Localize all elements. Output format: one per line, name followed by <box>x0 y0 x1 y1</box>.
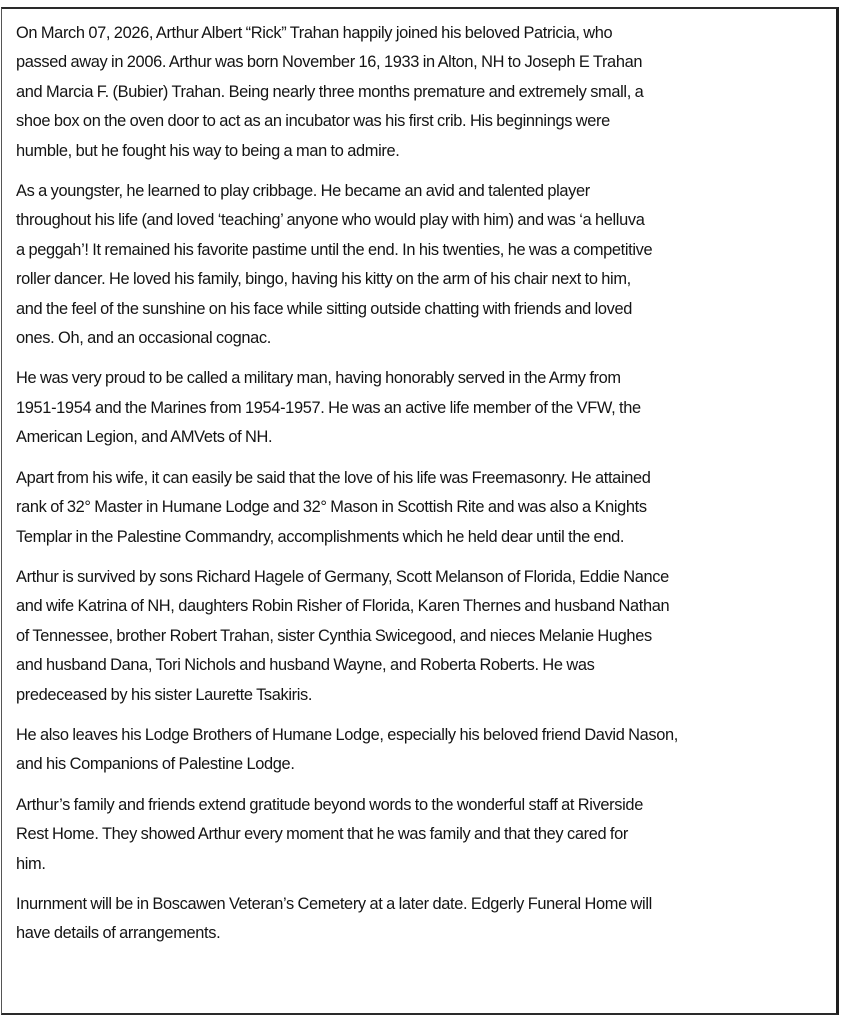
text-line: shoe box on the oven door to act as an incubator was his first crib. His beginnings were <box>16 112 610 131</box>
text-line: Inurnment will be in Boscawen Veteran’s Cemetery at a later date. Edgerly Funeral Home will <box>16 894 652 913</box>
text-line: throughout his life (and loved ‘teaching’ anyone who would play with him) and was ‘a helluva <box>16 211 645 230</box>
text-line: Apart from his wife, it can easily be said that the love of his life was Freemasonry. He attained <box>16 468 651 487</box>
text-line: and Marcia F. (Bubier) Trahan. Being nearly three months premature and extremely small, a <box>16 82 644 101</box>
text-line: American Legion, and AMVets of NH. <box>16 428 273 447</box>
text-line: Arthur is survived by sons Richard Hagele of Germany, Scott Melanson of Florida, Eddie Nance <box>16 567 669 586</box>
text-line: and wife Katrina of NH, daughters Robin Risher of Florida, Karen Thernes and husband Nathan <box>16 597 670 616</box>
paragraph-survivors <box>16 563 834 710</box>
text-line: and the feel of the sunshine on his face while sitting outside chatting with friends and loved <box>16 299 633 318</box>
text-line: predeceased by his sister Laurette Tsakiris. <box>16 685 313 704</box>
text-line: have details of arrangements. <box>16 924 221 943</box>
paragraph-freemasonry <box>16 464 834 552</box>
text-line: Templar in the Palestine Commandry, accomplishments which he held dear until the end. <box>16 527 625 546</box>
text-line: of Tennessee, brother Robert Trahan, sister Cynthia Swicegood, and nieces Melanie Hughes <box>16 626 652 645</box>
text-line: rank of 32° Master in Humane Lodge and 32° Mason in Scottish Rite and was also a Knights <box>16 498 647 517</box>
text-line: passed away in 2006. Arthur was born November 16, 1933 in Alton, NH to Joseph E Trahan <box>16 53 643 72</box>
paragraph-hobbies <box>16 177 834 353</box>
text-line: and his Companions of Palestine Lodge. <box>16 755 295 774</box>
text-line: and husband Dana, Tori Nichols and husband Wayne, and Roberta Roberts. He was <box>16 656 595 675</box>
text-line: On March 07, 2026, Arthur Albert “Rick” Trahan happily joined his beloved Patricia, who <box>16 24 613 42</box>
paragraph-arrangements <box>16 890 834 949</box>
paragraph-gratitude <box>16 791 834 879</box>
text-line: Rest Home. They showed Arthur every moment that he was family and that they cared for <box>16 825 629 844</box>
text-line: Arthur’s family and friends extend gratitude beyond words to the wonderful staff at Riverside <box>16 795 643 814</box>
text-line: He also leaves his Lodge Brothers of Humane Lodge, especially his beloved friend David Nason, <box>16 725 679 744</box>
text-line: roller dancer. He loved his family, bingo, having his kitty on the arm of his chair next to him, <box>16 270 631 289</box>
text-line: him. <box>16 854 46 873</box>
text-line: 1951-1954 and the Marines from 1954-1957. He was an active life member of the VFW, the <box>16 398 641 417</box>
text-line: a peggah’! It remained his favorite pastime until the end. In his twenties, he was a competitive <box>16 240 653 259</box>
document-page <box>1 7 839 1015</box>
text-line: humble, but he fought his way to being a man to admire. <box>16 141 400 160</box>
text-line: ones. Oh, and an occasional cognac. <box>16 329 271 348</box>
text-line: He was very proud to be called a military man, having honorably served in the Army from <box>16 369 621 388</box>
obituary-text <box>16 19 834 960</box>
paragraph-intro <box>16 19 834 166</box>
text-line: As a youngster, he learned to play cribbage. He became an avid and talented player <box>16 182 590 201</box>
paragraph-lodge <box>16 721 834 780</box>
paragraph-military <box>16 364 834 452</box>
